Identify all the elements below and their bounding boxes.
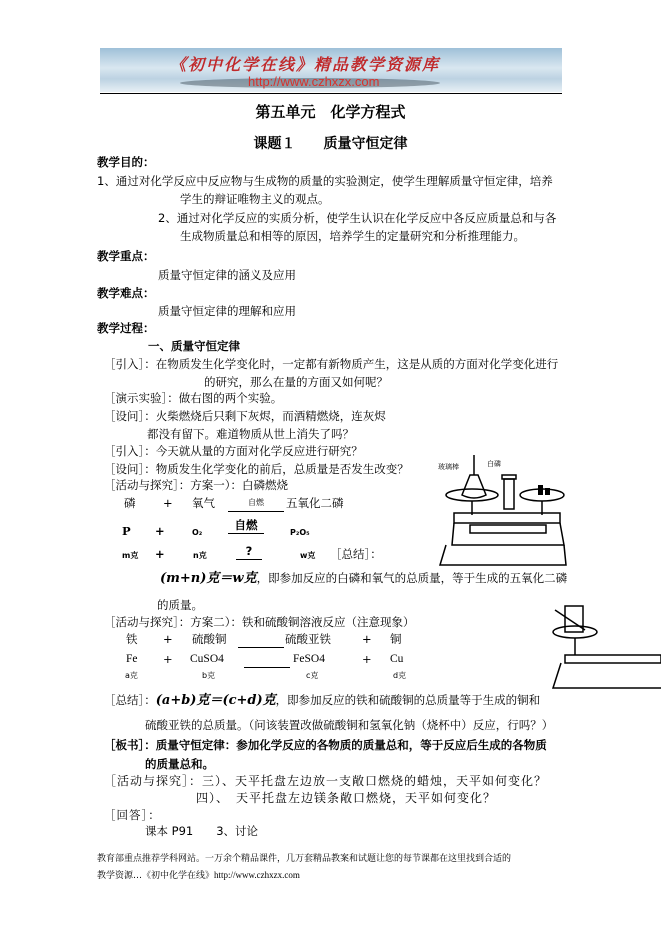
eq-condition: 自燃 bbox=[228, 495, 284, 512]
eq-condition: 自燃 bbox=[228, 517, 264, 534]
activity-4: 四）、 天平托盘左边镁条敞口燃烧，天平如何变化？ bbox=[196, 791, 497, 805]
difficulty-heading: 教学难点： bbox=[97, 286, 155, 300]
eq-term: Fe bbox=[126, 653, 138, 665]
eq-term: 硫酸铜 bbox=[192, 632, 227, 646]
answer-label: ［回答］： bbox=[104, 808, 161, 822]
eq-term: 铁 bbox=[126, 632, 138, 646]
objective-2b: 生成物质量总和相等的原因，培养学生的定量研究和分析推理能力。 bbox=[180, 229, 525, 243]
intro-1b: 的研究，那么在量的方面又如何呢？ bbox=[204, 375, 388, 389]
footer-url[interactable]: http://www.czhxzx.com bbox=[214, 870, 300, 880]
question-1a: ［设问］：火柴燃烧后只剩下灰烬，而酒精燃烧，连灰烬 bbox=[104, 409, 386, 423]
header-banner bbox=[100, 48, 562, 92]
summary-2b: 硫酸亚铁的总质量。（问该装置改做硫酸铜和氢氧化钠（烧杯中）反应，行吗？） bbox=[145, 718, 554, 732]
banner-url: http://www.czhxzx.com bbox=[248, 74, 380, 89]
eq-plus: + bbox=[155, 524, 165, 538]
eq-term: m克 bbox=[122, 551, 139, 560]
objectives-heading: 教学目的： bbox=[97, 155, 155, 169]
eq-term: Cu bbox=[390, 653, 404, 665]
eq-term: 磷 bbox=[124, 496, 136, 510]
eq-term: c克 bbox=[306, 671, 319, 680]
eq-term: P bbox=[122, 524, 131, 538]
figure-label-white-phosphorus: 白磷 bbox=[487, 460, 501, 468]
process-heading: 教学过程： bbox=[97, 321, 155, 335]
eq-term: 五氧化二磷 bbox=[286, 496, 344, 510]
question-1b: 都没有留下。难道物质从世上消失了吗？ bbox=[147, 427, 354, 441]
balance-figure-2 bbox=[545, 600, 661, 692]
eq-term: 铜 bbox=[390, 632, 402, 646]
key-point-heading: 教学重点： bbox=[97, 249, 155, 263]
eq-plus: + bbox=[362, 632, 372, 646]
objective-2a: 2、通过对化学反应的实质分析，使学生认识在化学反应中各反应质量总和与各 bbox=[158, 211, 557, 225]
intro-2: ［引入］：今天就从量的方面对化学反应进行研究？ bbox=[104, 444, 363, 458]
eq-term: n克 bbox=[193, 551, 207, 560]
summary-formula: (m+n)克＝w克 bbox=[160, 571, 257, 586]
eq-term: b克 bbox=[202, 671, 216, 680]
summary-text: ，即参加反应的白磷和氧气的总质量，等于生成的五氧化二磷 bbox=[256, 571, 568, 585]
objective-1a: 1、通过对化学反应中反应物与生成物的质量的实验测定，使学生理解质量守恒定律，培养 bbox=[97, 174, 553, 188]
figure-label-glass-rod: 玻璃棒 bbox=[438, 463, 459, 471]
board-b: 的质量总和。 bbox=[145, 757, 214, 771]
summary-label: ［总结］： bbox=[330, 547, 382, 561]
difficulty-text: 质量守恒定律的理解和应用 bbox=[158, 304, 296, 318]
summary-formula: (a+b)克＝(c+d)克 bbox=[155, 693, 276, 708]
activity-1: ［活动与探究］：方案一）：白磷燃烧 bbox=[104, 478, 288, 492]
banner-title: 《初中化学在线》精品教学资源库 bbox=[170, 55, 441, 74]
eq-term: 氧气 bbox=[192, 496, 215, 510]
eq-plus: + bbox=[163, 632, 173, 646]
footer-line-2 bbox=[97, 867, 300, 884]
summary-1a bbox=[160, 570, 567, 587]
eq-plus: + bbox=[362, 652, 372, 666]
summary-2a bbox=[104, 692, 540, 709]
footer-line-1: 教育部重点推荐学科网站。一万余个精品课件，几万套精品教案和试题让您的每节课都在这里找到合适的 bbox=[97, 854, 512, 864]
balance-figure-1 bbox=[432, 455, 567, 567]
summary-label: ［总结］： bbox=[104, 693, 156, 707]
eq-term: P₂O₅ bbox=[290, 528, 310, 537]
demo-text: ［演示实验］：做右图的两个实验。 bbox=[104, 391, 283, 405]
footer-text: 教学资源…《初中化学在线》 bbox=[97, 871, 215, 881]
eq-term: w克 bbox=[300, 551, 316, 560]
eq-term: d克 bbox=[393, 671, 407, 680]
textbook-ref: 课本 P91 3、讨论 bbox=[145, 824, 259, 838]
eq-term: FeSO4 bbox=[293, 653, 325, 665]
intro-1a: ［引入］：在物质发生化学变化时，一定都有新物质产生，这是从质的方面对化学变化进行 bbox=[104, 357, 559, 371]
page-subtitle: 课题１ 质量守恒定律 bbox=[253, 136, 408, 152]
activity-2: ［活动与探究］：方案二）：铁和硫酸铜溶液反应（注意现象） bbox=[104, 615, 415, 629]
eq-term: a克 bbox=[125, 671, 138, 680]
page-title: 第五单元 化学方程式 bbox=[255, 103, 406, 121]
eq-term: CuSO4 bbox=[190, 653, 224, 665]
eq-plus: + bbox=[155, 547, 165, 561]
activity-3: ［活动与探究］：三）、天平托盘左边放一支敞口燃烧的蜡烛，天平如何变化？ bbox=[104, 774, 548, 788]
summary-1b: 的质量。 bbox=[157, 598, 203, 612]
key-point-text: 质量守恒定律的涵义及应用 bbox=[158, 268, 296, 282]
eq-plus: + bbox=[163, 652, 173, 666]
board-a: ［板书］：质量守恒定律：参加化学反应的各物质的质量总和，等于反应后生成的各物质 bbox=[104, 738, 547, 752]
objective-1b: 学生的辩证唯物主义的观点。 bbox=[180, 192, 330, 206]
section-heading: 一、质量守恒定律 bbox=[148, 339, 240, 353]
eq-term: O₂ bbox=[192, 528, 203, 537]
summary-text: ，即参加反应的铁和硫酸铜的总质量等于生成的铜和 bbox=[275, 693, 541, 707]
balance-drawing bbox=[545, 600, 661, 692]
eq-plus: + bbox=[163, 496, 173, 510]
header-rule bbox=[100, 93, 562, 94]
eq-condition: ? bbox=[236, 543, 262, 560]
eq-term: 硫酸亚铁 bbox=[285, 632, 331, 646]
question-2: ［设问］：物质发生化学变化的前后，总质量是否发生改变？ bbox=[104, 462, 409, 476]
